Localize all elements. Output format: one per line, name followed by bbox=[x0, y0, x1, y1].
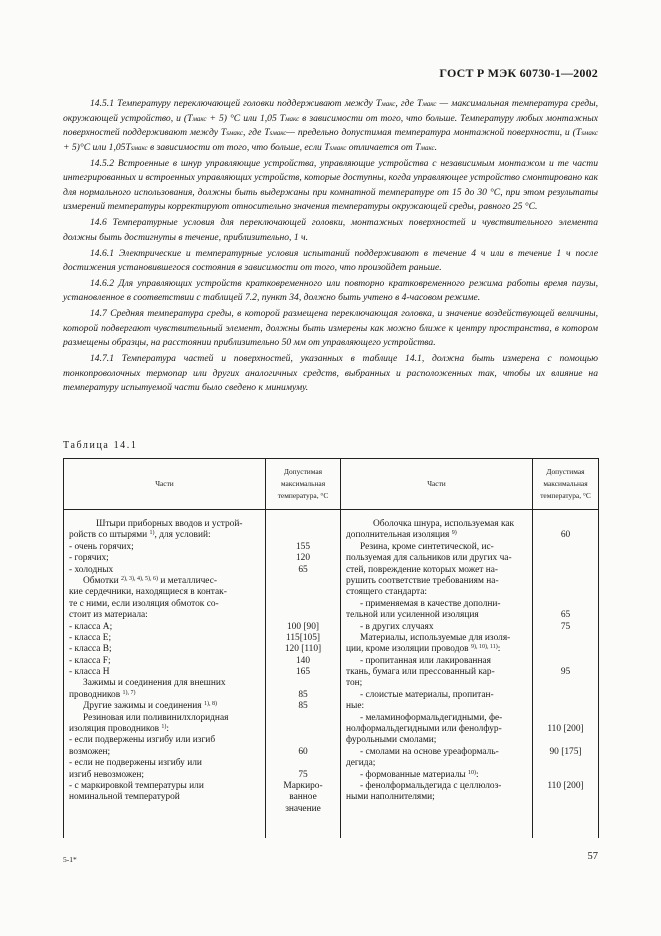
table-row: - с маркировкой температуры или bbox=[69, 780, 204, 791]
table-row: кие сердечники, находящиеся в контак- bbox=[69, 587, 227, 598]
value-cell: 85 bbox=[298, 689, 308, 700]
value-cell: 140 bbox=[295, 655, 311, 666]
value-cell: 65 bbox=[560, 610, 571, 621]
table-row: изгиб невозможен; bbox=[69, 769, 145, 780]
table-row: Материалы, используемые для изоля- bbox=[360, 632, 511, 643]
table-row: Оболочка шнура, используемая как bbox=[373, 519, 515, 529]
right-values-column bbox=[533, 510, 599, 838]
table-row: номинальной температурой bbox=[69, 792, 180, 803]
table-row: рушить соответствие требованиям на- bbox=[346, 575, 499, 586]
page-number: 57 bbox=[587, 851, 598, 862]
table-row: ные: bbox=[346, 701, 365, 712]
header-temp-right: Допустимая максимальная температура, °С bbox=[533, 459, 599, 510]
table-row: те с ними, если изоляция обмоток со- bbox=[69, 598, 219, 609]
table-row: нолформальдегидными или фенолфур- bbox=[346, 724, 502, 735]
value-cell: 90 [175] bbox=[549, 746, 582, 757]
value-cell: 110 [200] bbox=[547, 780, 584, 791]
header-temp-left: Допустимая максимальная температура, °С bbox=[266, 459, 341, 510]
left-parts-column bbox=[64, 510, 266, 838]
table-row: - фенолформальдегида с целлюлоз- bbox=[360, 780, 502, 791]
table-row: - если подвержены изгибу или изгиб bbox=[69, 735, 216, 746]
value-cell: 155 bbox=[295, 541, 311, 552]
table-caption: Таблица 14.1 bbox=[63, 440, 138, 451]
table-row: ции, кроме изоляции проводов $^{9), 10), 11)}$: bbox=[346, 644, 501, 655]
value-cell: 100 [90] bbox=[286, 621, 320, 632]
value-cell: Маркиро- bbox=[283, 780, 323, 791]
header-parts-right: Части bbox=[341, 459, 533, 510]
sheet-mark: 5-1* bbox=[63, 855, 77, 864]
table-row: фурольными смолами; bbox=[346, 735, 437, 746]
paragraph-14-7: 14.7 Средняя температура среды, в которой размещена переключающая головка, и значение воздействующей величины, которой подвергают чувствительный элемент, должны быть измерены как можно ближе к центру пространства, в котором размещены образцы, на расстоянии приблизительно 50 мм от управляющего устройства. bbox=[63, 308, 598, 349]
table-row: пользуемая для сальников или других ча- bbox=[346, 553, 512, 564]
value-cell: 60 bbox=[298, 746, 308, 757]
table-row: - смолами на основе уреаформаль- bbox=[360, 746, 499, 757]
paragraph-14-5-2: 14.5.2 Встроенные в шнур управляющие устройства, управляющие устройства с независимым монтажом и те части интегрированных и встроенных управляющих устройств, которые доступны, когда управляющее устройство смонтировано как для нормального использования, должны быть выдержаны при комнатной температуре от 15 до 30 °С, при этом результаты измерений температуры корректируют относительно значения температуры окружающей среды, равного 25 °С. bbox=[63, 157, 598, 213]
right-parts-column bbox=[341, 510, 533, 838]
table-row: стей, повреждение которых может на- bbox=[346, 564, 499, 575]
left-values-column bbox=[266, 510, 341, 838]
value-cell: значение bbox=[285, 803, 321, 814]
table-row: дополнительная изоляция $^{9)}$ bbox=[346, 530, 457, 541]
paragraph-14-6: 14.6 Температурные условия для переключающей головки, монтажных поверхностей и чувствительного элемента должны быть достигнуты в течение, приблизительно, 1 ч. bbox=[63, 217, 598, 243]
table-row: ройств со штырями $^{1)}$, для условий: bbox=[69, 530, 211, 541]
value-cell: 110 [200] bbox=[547, 724, 584, 735]
table-row: - класса А; bbox=[69, 621, 113, 632]
value-cell: 120 [110] bbox=[284, 644, 322, 655]
body-text bbox=[63, 97, 598, 397]
value-cell: 85 bbox=[298, 701, 308, 712]
table-row: изоляция проводников $^{1)}$: bbox=[69, 724, 170, 735]
table-row: - класса Н bbox=[69, 667, 110, 678]
table-row: - класса Е; bbox=[69, 632, 112, 643]
paragraph-14-6-2: 14.6.2 Для управляющих устройств кратковременного или повторно кратковременного режима работы время паузы, установленное в соответствии с таблицей 7.2, пункт 34, должно быть учтено в 4-часовом режиме. bbox=[63, 277, 598, 304]
value-cell: ванное bbox=[289, 792, 317, 803]
table-row: - слоистые материалы, пропитан- bbox=[360, 689, 494, 700]
table-row: Штыри приборных вводов и устрой- bbox=[96, 519, 243, 529]
table-row: стоит из материала: bbox=[69, 610, 148, 621]
value-cell: 95 bbox=[560, 667, 571, 678]
table-row: Зажимы и соединения для внешних bbox=[83, 678, 226, 689]
table-row: дегида; bbox=[346, 758, 376, 769]
temperature-table bbox=[63, 458, 599, 838]
table-row: проводников $^{1), 7)}$ bbox=[69, 689, 136, 700]
table-row: - в других случаях bbox=[360, 621, 434, 632]
table-row: тельной или усиленной изоляция bbox=[346, 610, 479, 621]
table-row: - формованные материалы $^{10)}$: bbox=[360, 769, 479, 780]
table-row: Резиновая или поливинилхлоридная bbox=[83, 712, 229, 723]
table-row: - класса В; bbox=[69, 644, 112, 655]
table-row: - меламиноформальдегидными, фе- bbox=[360, 712, 503, 723]
table-row: ными наполнителями; bbox=[346, 792, 435, 803]
table-row: - холодных bbox=[69, 564, 114, 575]
table-row: стоящего стандарта: bbox=[346, 587, 428, 598]
value-cell: 115[105] bbox=[285, 632, 321, 643]
table-row: возможен; bbox=[69, 746, 111, 757]
table-row: ткань, бумага или прессованный кар- bbox=[346, 667, 495, 678]
table-row: Другие зажимы и соединения $^{1), 8)}$ bbox=[83, 701, 217, 712]
value-cell: 65 bbox=[298, 564, 308, 575]
table-row: - пропитанная или лакированная bbox=[360, 655, 491, 666]
table-row: - класса F; bbox=[69, 655, 111, 666]
table-row: Обмотки $^{2), 3), 4), 5), 6)}$ и металличес- bbox=[83, 575, 217, 586]
standard-header: ГОСТ Р МЭК 60730-1—2002 bbox=[439, 66, 598, 80]
value-cell: 165 bbox=[295, 667, 311, 678]
value-cell: 75 bbox=[298, 769, 308, 780]
table-row: - применяемая в качестве дополни- bbox=[360, 598, 501, 609]
table-row: - горячих; bbox=[69, 553, 109, 564]
value-cell: 75 bbox=[560, 621, 571, 632]
table-row: - очень горячих; bbox=[69, 541, 134, 552]
value-cell: 120 bbox=[295, 553, 311, 564]
paragraph-14-5-1: 14.5.1 Температуру переключающей головки поддерживают между Tмакс, где Tмакс — максимальная температура среды, окружающей устройство, и (Tмакс + 5) °С или 1,05 Tмакс в зависимости от того, что больше. Температуру любых монтажных поверхностей поддерживают между Tsмакс, где Tsмакс— предельно допустимая температура монтажной поверхности, и (Tsмакс + 5)°С или 1,05Tsмакс в зависимости от того, что больше, если Tsмакс отличается от Tмакс. bbox=[63, 98, 599, 153]
paragraph-14-6-1: 14.6.1 Электрические и температурные условия испытаний поддерживают в течение 4 ч или в течение 1 ч после достижения установившегося состояния в зависимости от того, что произойдет раньше. bbox=[63, 247, 598, 274]
table-row: Резина, кроме синтетической, ис- bbox=[360, 541, 494, 552]
header-parts-left: Части bbox=[64, 459, 266, 510]
paragraph-14-7-1: 14.7.1 Температура частей и поверхностей, указанных в таблице 14.1, должна быть измерена с помощью тонкопроволочных термопар или других аналогичных средств, выбранных и расположенных так, чтобы их влияние на температуру испытуемой части было сведено к минимуму. bbox=[63, 353, 598, 394]
table-row: тон; bbox=[346, 678, 363, 689]
table-row: - если не подвержены изгибу или bbox=[69, 758, 202, 769]
value-cell: 60 bbox=[560, 530, 571, 541]
